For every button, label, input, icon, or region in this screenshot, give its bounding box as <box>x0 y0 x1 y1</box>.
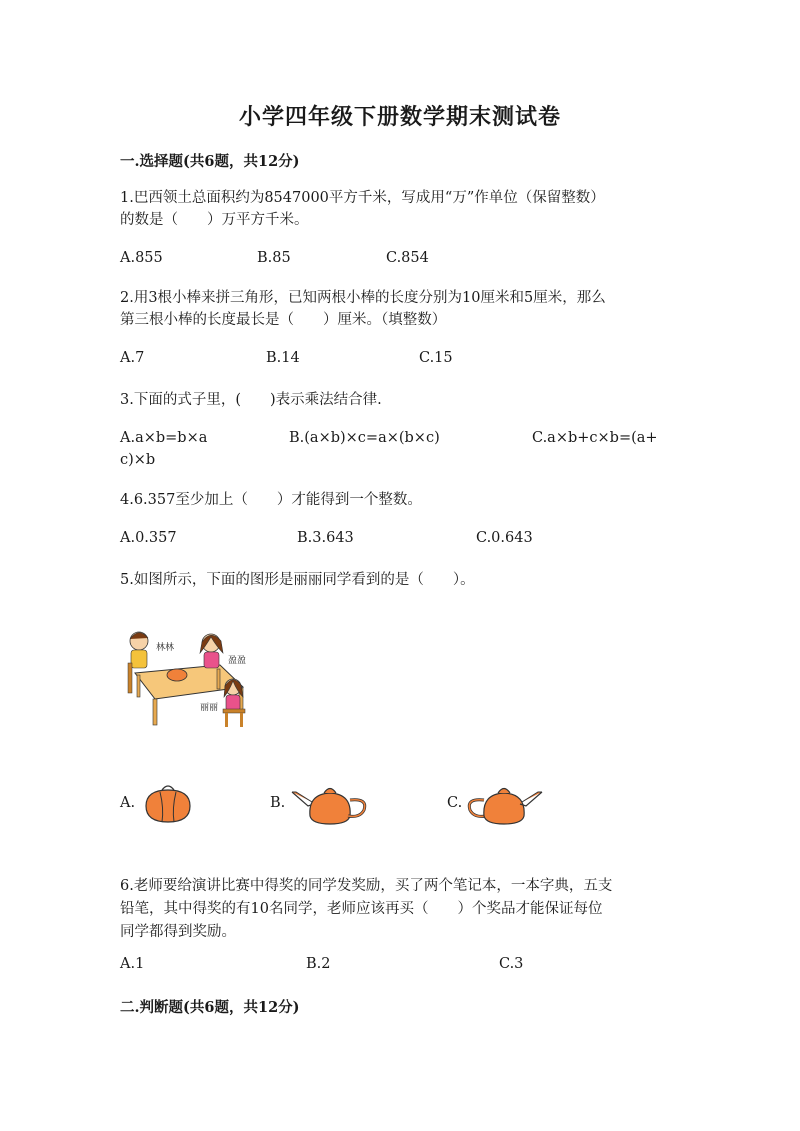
q3-option-c: C.a×b+c×b=(a+ <box>532 430 658 446</box>
section-heading-judgment: 二.判断题(共6题，共12分) <box>120 999 300 1016</box>
q5-option-a-label: A. <box>120 795 136 811</box>
question-5-line-1: 5.如图所示，下面的图形是丽丽同学看到的是（ ）。 <box>120 572 475 588</box>
q3-option-c-continued: c)×b <box>120 452 156 468</box>
q4-option-c: C.0.643 <box>476 530 533 546</box>
question-4-line-1: 4.6.357至少加上（ ）才能得到一个整数。 <box>120 492 422 508</box>
teapot-front-view-icon <box>140 778 196 826</box>
q5-option-c-label: C. <box>447 795 463 811</box>
question-6-line-3: 同学都得到奖励。 <box>120 924 236 940</box>
q4-option-b: B.3.643 <box>297 530 354 546</box>
q6-option-a: A.1 <box>120 956 145 972</box>
q2-option-c: C.15 <box>419 350 453 366</box>
table-scene-illustration <box>125 625 270 730</box>
q6-option-c: C.3 <box>499 956 524 972</box>
question-6-line-1: 6.老师要给演讲比赛中得奖的同学发奖励，买了两个笔记本，一本字典，五支 <box>120 878 613 894</box>
q2-option-a: A.7 <box>120 350 145 366</box>
kid-label-yingying: 盈盈 <box>228 656 247 666</box>
kid-label-lili: 丽丽 <box>200 703 219 713</box>
question-3-line-1: 3.下面的式子里，( )表示乘法结合律. <box>120 392 382 408</box>
q1-option-c: C.854 <box>386 250 429 266</box>
q3-option-a: A.a×b=b×a <box>120 430 208 446</box>
q5-option-b-label: B. <box>270 795 286 811</box>
teapot-side-view-spout-left-icon <box>288 780 372 828</box>
question-2-line-2: 第三根小棒的长度最长是（ ）厘米。（填整数） <box>120 312 447 328</box>
table-scene-svg <box>125 625 270 730</box>
q1-option-a: A.855 <box>120 250 163 266</box>
q1-option-b: B.85 <box>257 250 291 266</box>
q3-option-b: B.(a×b)×c=a×(b×c) <box>289 430 440 446</box>
question-1-line-2: 的数是（ ）万平方千米。 <box>120 212 309 228</box>
teapot-side-view-spout-right-icon <box>462 780 546 828</box>
page-title: 小学四年级下册数学期末测试卷 <box>238 104 561 130</box>
question-6-line-2: 铅笔，其中得奖的有10名同学，老师应该再买（ ）个奖品才能保证每位 <box>120 901 603 917</box>
kid-label-linlin: 林林 <box>156 643 175 653</box>
q4-option-a: A.0.357 <box>120 530 177 546</box>
question-1-line-1: 1.巴西领土总面积约为8547000平方千米，写成用“万”作单位（保留整数） <box>120 190 605 206</box>
q2-option-b: B.14 <box>266 350 300 366</box>
question-2-line-1: 2.用3根小棒来拼三角形，已知两根小棒的长度分别为10厘米和5厘米，那么 <box>120 290 606 306</box>
q6-option-b: B.2 <box>306 956 331 972</box>
section-heading-choice: 一.选择题(共6题，共12分) <box>120 153 300 170</box>
